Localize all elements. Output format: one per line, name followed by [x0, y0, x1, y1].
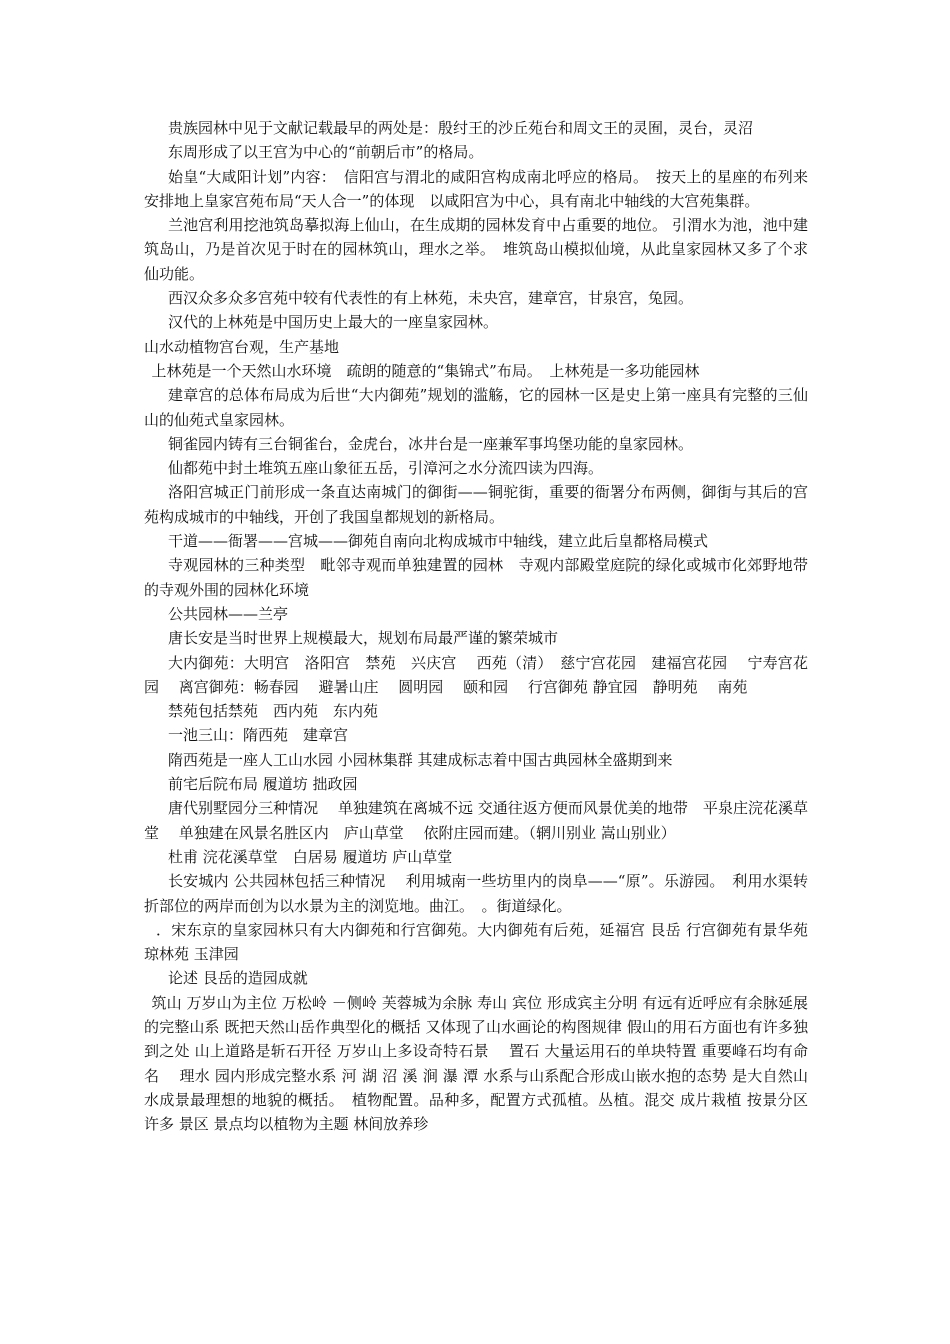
paragraph-16: 唐长安是当时世界上规模最大，规划布局最严谨的繁荣城市: [168, 629, 559, 648]
paragraph-3: 始皇“大咸阳计划”内容： 信阳宫与渭北的咸阳宫构成南北呼应的格局。 按天上的星座的布列来安排地上皇家宫苑布局“天人合一”的体现 以咸阳宫为中心，具有南北中轴线的大宫苑集群。: [144, 167, 808, 210]
paragraph-21: 前宅后院布局 履道坊 拙政园: [168, 775, 358, 794]
paragraph-4: 兰池宫利用挖池筑岛摹拟海上仙山，在生成期的园林发育中占重要的地位。 引渭水为池，池中建筑岛山，乃是首次见于时在的园林筑山，理水之举。 堆筑岛山模拟仙境，从此皇家园林又多了个求仙功能。: [144, 216, 808, 283]
paragraph-18: 禁苑包括禁苑 西内苑 东内苑: [168, 702, 379, 721]
paragraph-11: 仙都苑中封土堆筑五座山象征五岳，引漳河之水分流四读为四海。: [168, 459, 604, 478]
paragraph-19: 一池三山：隋西苑 建章宫: [168, 726, 349, 745]
paragraph-26: 论述 艮岳的造园成就: [168, 969, 308, 988]
paragraph-22: 唐代别墅园分三种情况 单独建筑在离城不远 交通往返方便而风景优美的地带 平泉庄浣花溪草堂 单独建在风景名胜区内 庐山草堂 依附庄园而建。（辋川别业 嵩山别业）: [144, 799, 808, 842]
paragraph-25: ．宋东京的皇家园林只有大内御苑和行宫御苑。大内御苑有后苑，延福宫 艮岳 行宫御苑有景华苑 琼林苑 玉津园: [144, 920, 808, 964]
paragraph-24: 长安城内 公共园林包括三种情况 利用城南一些坊里内的岗阜——“原”。乐游园。 利用水渠转折部位的两岸而创为以水景为主的浏览地。曲江。 。街道绿化。: [144, 872, 808, 915]
paragraph-5: 西汉众多众多宫苑中较有代表性的有上林苑，未央宫，建章宫，甘泉宫，兔园。: [168, 289, 694, 308]
paragraph-17: 大内御苑：大明宫 洛阳宫 禁苑 兴庆宫 西苑（清） 慈宁宫花园 建福宫花园 宁寿宫花园 离宫御苑：畅春园 避暑山庄 圆明园 颐和园 行宫御苑 静宜园 静明苑 南苑: [144, 653, 808, 696]
paragraph-23: 杜甫 浣花溪草堂 白居易 履道坊 庐山草堂: [168, 847, 453, 866]
paragraph-12: 洛阳宫城正门前形成一条直达南城门的御街——铜驼街，重要的衙署分布两侧，御街与其后的宫苑构成城市的中轴线，开创了我国皇都规划的新格局。: [144, 483, 808, 526]
paragraph-27: 筑山 万岁山为主位 万松岭 －侧岭 芙蓉城为余脉 寿山 宾位 形成宾主分明 有远有近呼应有余脉延展的完整山系 既把天然山岳作典型化的概括 又体现了山水画论的构图规律 假山的用石方面也有许多独到之处 山上道路是斩石开径 万岁山上多设奇特石景 置石 大量运用石的单块特置 重要峰石均有命名 理水 园内形成完整水系 河 湖 沼 溪 涧 瀑 潭 水系与山系配合形成山嵌水抱的态势 是大自然山水成景最理想的地貌的概括。 植物配置。品种多，配置方式孤植。丛植。混交 成片栽植 按景分区 许多 景区 景点均以植物为主题 林间放养珍: [144, 993, 808, 1134]
document-body: [144, 116, 808, 1136]
paragraph-2: 东周形成了以王宫为中心的“前朝后市”的格局。: [168, 143, 484, 162]
paragraph-10: 铜雀园内铸有三台铜雀台，金虎台，冰井台是一座兼军事坞堡功能的皇家园林。: [168, 434, 694, 453]
paragraph-8: 上林苑是一个天然山水环境 疏朗的随意的“集锦式”布局。 上林苑是一多功能园林: [151, 361, 700, 380]
paragraph-13: 干道——衙署——宫城——御苑自南向北构成城市中轴线，建立此后皇都格局模式: [168, 532, 709, 551]
paragraph-6: 汉代的上林苑是中国历史上最大的一座皇家园林。: [168, 313, 499, 332]
paragraph-7: 山水动植物宫台观，生产基地: [144, 337, 340, 356]
paragraph-14: 寺观园林的三种类型 毗邻寺观而单独建置的园林 寺观内部殿堂庭院的绿化或城市化郊野地带的寺观外围的园林化环境: [144, 556, 808, 599]
paragraph-9: 建章宫的总体布局成为后世“大内御苑”规划的滥觞，它的园林一区是史上第一座具有完整的三仙山的仙苑式皇家园林。: [144, 386, 808, 429]
paragraph-15: 公共园林——兰亭: [168, 604, 289, 623]
paragraph-1: 贵族园林中见于文献记载最早的两处是：殷纣王的沙丘苑台和周文王的灵囿，灵台，灵沼: [168, 119, 754, 137]
paragraph-20: 隋西苑是一座人工山水园 小园林集群 其建成标志着中国古典园林全盛期到来: [168, 750, 673, 769]
